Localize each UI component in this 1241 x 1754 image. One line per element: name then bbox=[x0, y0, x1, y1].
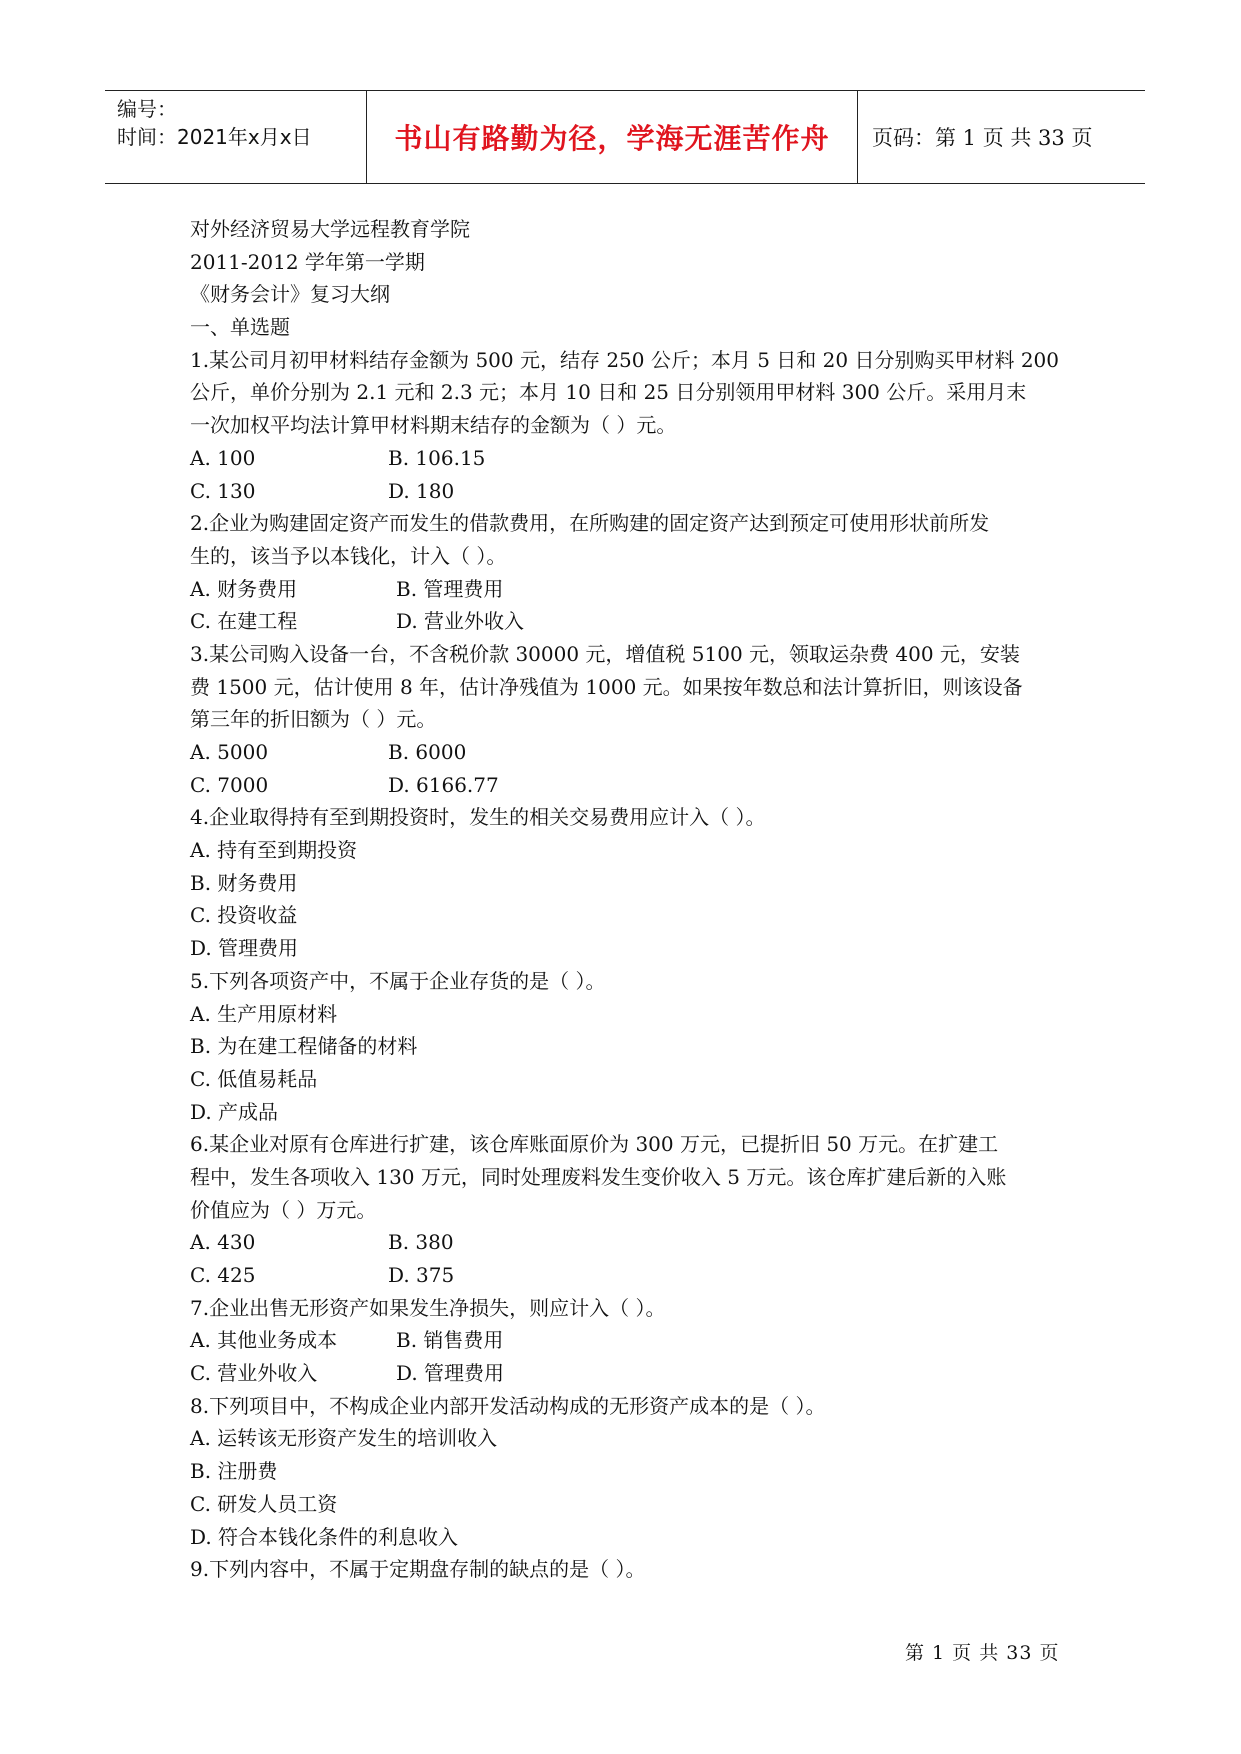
option-d: D. 管理费用 bbox=[190, 936, 299, 961]
question-3-options bbox=[190, 769, 1070, 802]
question-2-options bbox=[190, 573, 1070, 606]
header-page-info: 页码：第 1 页 共 33 页 bbox=[872, 126, 1093, 150]
page-footer: 第 1 页 共 33 页 bbox=[905, 1642, 1060, 1664]
option-b: B. 注册费 bbox=[190, 1459, 278, 1484]
page-header bbox=[105, 90, 1145, 184]
question-1-line: 公斤，单价分别为 2.1 元和 2.3 元；本月 10 日和 25 日分别领用甲材料 300 公斤。采用月末 bbox=[190, 380, 1027, 405]
question-1-line: 1.某公司月初甲材料结存金额为 500 元，结存 250 公斤；本月 5 日和 20 日分别购买甲材料 200 bbox=[190, 347, 1059, 372]
question-6-options bbox=[190, 1226, 1070, 1259]
term: 2011-2012 学年第一学期 bbox=[190, 249, 425, 274]
number-label: 编号： bbox=[117, 97, 177, 121]
time-label: 时间：2021年x月x日 bbox=[117, 125, 312, 149]
question-2-options bbox=[190, 605, 1070, 638]
institution: 对外经济贸易大学远程教育学院 bbox=[190, 217, 470, 241]
option-c: C. 7000 bbox=[190, 772, 269, 797]
option-b: B. 管理费用 bbox=[396, 576, 504, 601]
question-1-options bbox=[190, 475, 1070, 508]
option-c: C. 研发人员工资 bbox=[190, 1491, 338, 1516]
question-4-line: 4.企业取得持有至到期投资时，发生的相关交易费用应计入（ ）。 bbox=[190, 805, 766, 830]
option-d: D. 产成品 bbox=[190, 1099, 279, 1124]
question-6-line: 6.某企业对原有仓库进行扩建，该仓库账面原价为 300 万元，已提折旧 50 万元。在扩建工 bbox=[190, 1132, 999, 1157]
question-6-line: 程中，发生各项收入 130 万元，同时处理废料发生变价收入 5 万元。该仓库扩建后新的入账 bbox=[190, 1164, 1007, 1189]
question-9-line: 9.下列内容中，不属于定期盘存制的缺点的是（ ）。 bbox=[190, 1557, 646, 1582]
question-1-line: 一次加权平均法计算甲材料期末结存的金额为（ ）元。 bbox=[190, 413, 677, 438]
option-d: D. 符合本钱化条件的利息收入 bbox=[190, 1524, 459, 1549]
option-b: B. 380 bbox=[388, 1230, 454, 1255]
question-3-line: 第三年的折旧额为（ ）元。 bbox=[190, 707, 437, 732]
question-7-line: 7.企业出售无形资产如果发生净损失，则应计入（ ）。 bbox=[190, 1295, 666, 1320]
option-c: C. 130 bbox=[190, 478, 256, 503]
option-d: D. 180 bbox=[388, 478, 455, 503]
document-body bbox=[190, 213, 1070, 1586]
option-c: C. 低值易耗品 bbox=[190, 1066, 318, 1091]
question-1-options bbox=[190, 442, 1070, 475]
question-3-options bbox=[190, 736, 1070, 769]
question-3-line: 3.某公司购入设备一台，不含税价款 30000 元，增值税 5100 元，领取运杂费 400 元，安装 bbox=[190, 641, 1020, 666]
option-d: D. 管理费用 bbox=[396, 1361, 505, 1386]
header-motto: 书山有路勤为径，学海无涯苦作舟 bbox=[367, 91, 858, 183]
option-a: A. 运转该无形资产发生的培训收入 bbox=[190, 1426, 498, 1451]
section-heading: 一、单选题 bbox=[190, 315, 290, 340]
question-3-line: 费 1500 元，估计使用 8 年，估计净残值为 1000 元。如果按年数总和法计算折旧，则该设备 bbox=[190, 674, 1023, 699]
option-c: C. 营业外收入 bbox=[190, 1361, 318, 1386]
option-a: A. 430 bbox=[190, 1230, 256, 1255]
doc-title: 《财务会计》复习大纲 bbox=[190, 282, 390, 307]
option-d: D. 营业外收入 bbox=[396, 609, 525, 634]
option-b: B. 106.15 bbox=[388, 445, 486, 470]
option-b: B. 销售费用 bbox=[396, 1328, 504, 1353]
option-a: A. 持有至到期投资 bbox=[190, 838, 358, 863]
question-8-line: 8.下列项目中，不构成企业内部开发活动构成的无形资产成本的是（ ）。 bbox=[190, 1393, 826, 1418]
option-c: C. 在建工程 bbox=[190, 609, 298, 634]
option-b: B. 财务费用 bbox=[190, 870, 298, 895]
question-6-options bbox=[190, 1259, 1070, 1292]
question-2-line: 生的，该当予以本钱化，计入（ ）。 bbox=[190, 543, 507, 568]
question-7-options bbox=[190, 1324, 1070, 1357]
option-d: D. 375 bbox=[388, 1263, 455, 1287]
option-a: A. 其他业务成本 bbox=[190, 1328, 338, 1353]
option-c: C. 投资收益 bbox=[190, 903, 298, 928]
question-5-line: 5.下列各项资产中，不属于企业存货的是（ ）。 bbox=[190, 968, 606, 993]
option-b: B. 为在建工程储备的材料 bbox=[190, 1034, 418, 1059]
header-meta bbox=[105, 91, 367, 183]
option-b: B. 6000 bbox=[388, 740, 467, 764]
question-6-line: 价值应为（ ）万元。 bbox=[190, 1197, 377, 1222]
option-a: A. 财务费用 bbox=[190, 576, 298, 601]
option-a: A. 5000 bbox=[190, 740, 269, 764]
option-c: C. 425 bbox=[190, 1263, 256, 1287]
question-7-options bbox=[190, 1357, 1070, 1390]
option-d: D. 6166.77 bbox=[388, 772, 499, 797]
option-a: A. 生产用原材料 bbox=[190, 1001, 338, 1026]
question-2-line: 2.企业为购建固定资产而发生的借款费用，在所购建的固定资产达到预定可使用形状前所发 bbox=[190, 511, 990, 536]
option-a: A. 100 bbox=[190, 445, 256, 470]
